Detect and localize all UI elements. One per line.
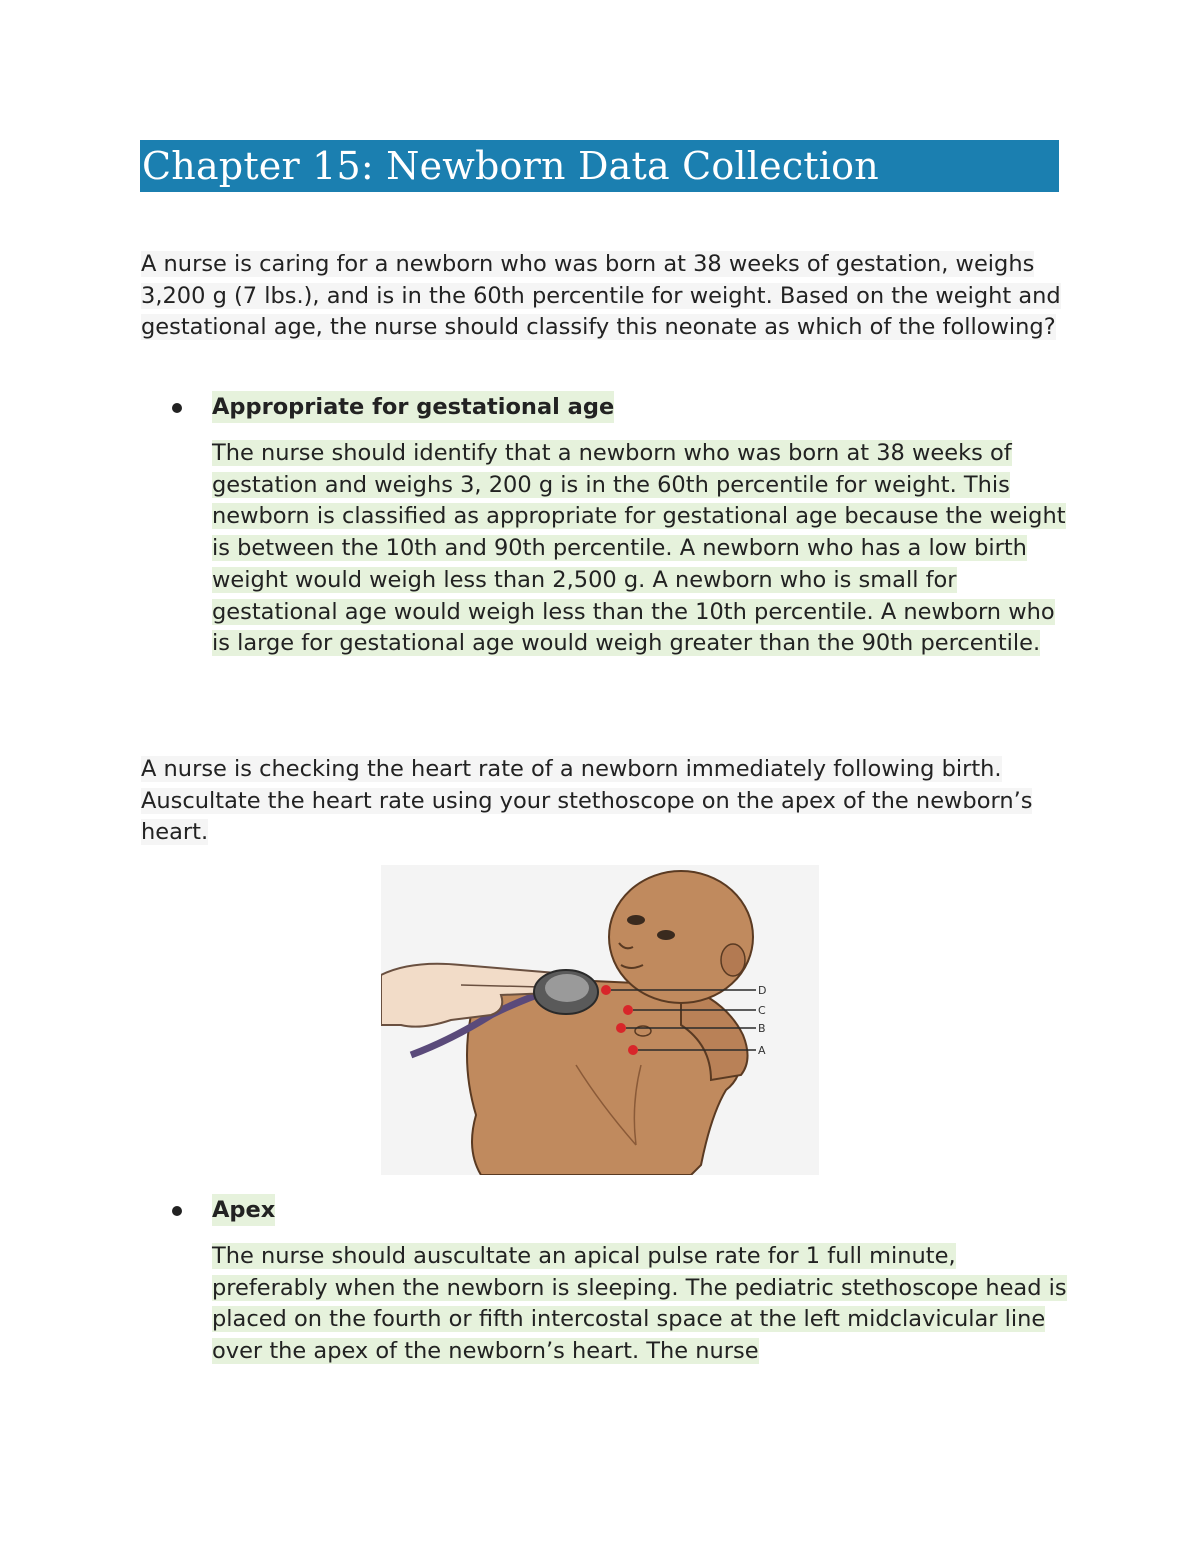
question-1-text: [141, 249, 1071, 344]
question-2-text: [141, 754, 1071, 849]
figure-label-a: A: [758, 1044, 766, 1057]
answer-1-rationale: [212, 438, 1072, 660]
answer-1-rationale-text: The nurse should identify that a newborn who was born at 38 weeks of gestation and weighs 3, 200 g is in the 60th percentile for weight. This newborn is classified as appropriate for gestational age because the weight is between the 10th and 90th percentile. A newborn who has a low birth weight would weigh less than 2,500 g. A newborn who is small for gestational age would weigh less than the 10th percentile. A newborn who is large for gestational age would weigh greater than the 90th percentile.: [212, 440, 1066, 657]
newborn-stethoscope-illustration: [381, 865, 819, 1175]
figure-label-b: B: [758, 1022, 766, 1035]
answer-2-rationale: [212, 1241, 1072, 1368]
newborn-auscultation-figure: [381, 865, 819, 1175]
figure-label-c: C: [758, 1004, 766, 1017]
figure-label-d: D: [758, 984, 767, 997]
bullet-dot-icon: [172, 1206, 182, 1216]
bullet-dot-icon: [172, 403, 182, 413]
question-2-body: A nurse is checking the heart rate of a newborn immediately following birth. Auscultate the heart rate using your stethoscope on the apex of the newborn’s heart.: [141, 756, 1033, 846]
chapter-title: Chapter 15: Newborn Data Collection: [142, 144, 879, 188]
answer-2-label: Apex: [212, 1194, 275, 1226]
answer-2-rationale-text: The nurse should auscultate an apical pulse rate for 1 full minute, preferably when the newborn is sleeping. The pediatric stethoscope head is placed on the fourth or fifth intercostal space at the left midclavicular line over the apex of the newborn’s heart. The nurse: [212, 1243, 1067, 1365]
question-1-body: A nurse is caring for a newborn who was born at 38 weeks of gestation, weighs 3,200 g (7 lbs.), and is in the 60th percentile for weight. Based on the weight and gestational age, the nurse should classify this neonate as which of the following?: [141, 251, 1061, 341]
answer-1-label: Appropriate for gestational age: [212, 391, 614, 423]
chapter-title-bar: [140, 140, 1059, 192]
